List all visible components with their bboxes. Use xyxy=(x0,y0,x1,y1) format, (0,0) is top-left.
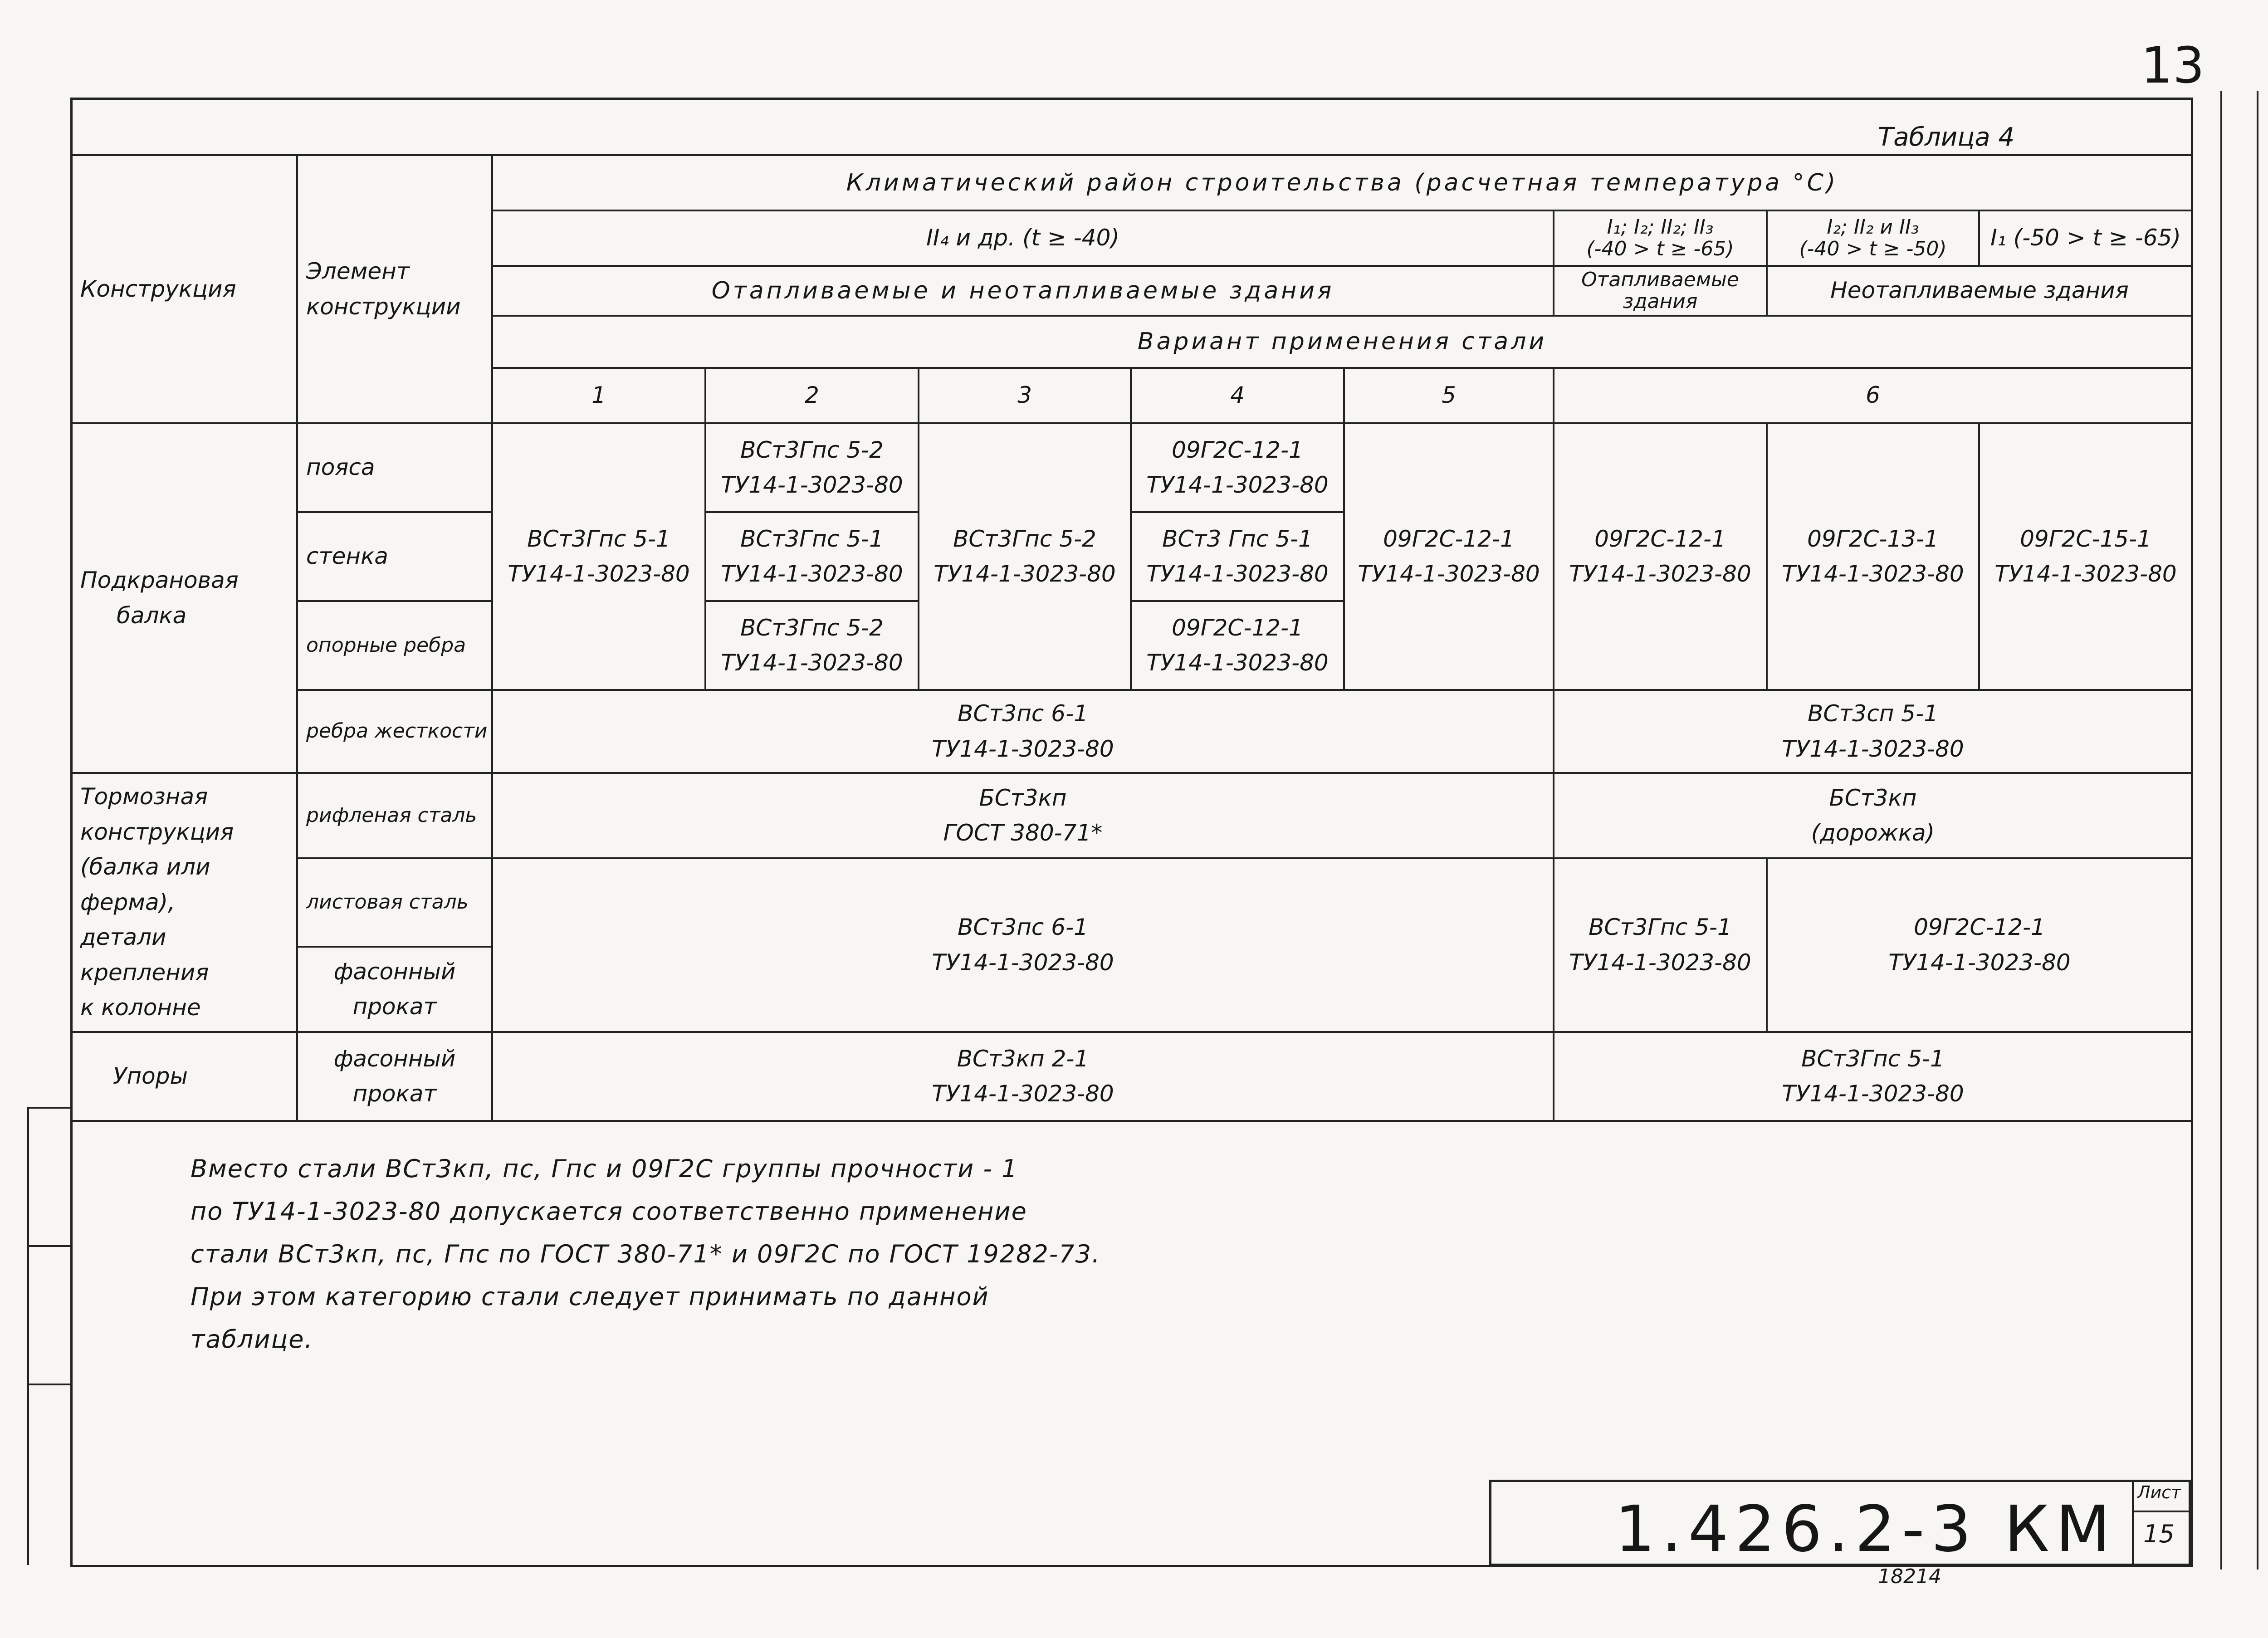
standard: ТУ14-1-3023-80 xyxy=(932,949,1114,976)
header-element-line1: Элемент xyxy=(306,258,410,284)
cell-crane-v2-web xyxy=(705,512,919,601)
variant-number: 4 xyxy=(1131,368,1344,423)
note-line: При этом категорию стали следует принимать по данной xyxy=(191,1282,989,1311)
sheet-label: Лист xyxy=(2137,1482,2181,1502)
cell-sheet-mid xyxy=(1554,858,1767,1032)
element-stiffener-ribs: ребра жесткости xyxy=(297,690,492,773)
binding-strip-tick xyxy=(27,1107,70,1109)
brake-line: детали крепления xyxy=(80,924,209,986)
standard: ТУ14-1-3023-80 xyxy=(721,561,903,587)
element-chord: пояса xyxy=(297,423,492,512)
cell-crane-v6b xyxy=(1767,423,1979,690)
header-unheated: Неотапливаемые здания xyxy=(1767,266,2192,316)
variant-number: 3 xyxy=(919,368,1131,423)
header-climatic-region: Климатический район строительства (расчетная температура °С) xyxy=(492,155,2192,210)
grade: ВСт3Гпс 5-2 xyxy=(740,436,884,463)
standard: ТУ14-1-3023-80 xyxy=(508,561,690,587)
standard: ТУ14-1-3023-80 xyxy=(1782,561,1964,587)
grade: БСт3кп xyxy=(979,784,1067,811)
cell-crane-v6a xyxy=(1554,423,1767,690)
cell-crane-v2-bearing xyxy=(705,601,919,690)
brake-line: к колонне xyxy=(80,994,201,1021)
standard: ТУ14-1-3023-80 xyxy=(1146,650,1329,676)
steel-table xyxy=(70,154,2193,1122)
cell-stops-left xyxy=(492,1032,1554,1121)
grade: ВСт3пс 6-1 xyxy=(958,700,1088,727)
cell-crane-v4-web xyxy=(1131,512,1344,601)
grade: ВСт3Гпс 5-2 xyxy=(740,614,884,641)
standard: ТУ14-1-3023-80 xyxy=(1782,1081,1964,1107)
table-caption: Таблица 4 xyxy=(1878,122,2015,152)
element-checkered-steel: рифленая сталь xyxy=(297,773,492,858)
binding-strip-tick xyxy=(27,1384,70,1385)
header-region-c-line1: I₂; II₂ и II₃ xyxy=(1827,215,1919,239)
grade: 09Г2С-12-1 xyxy=(1594,525,1726,552)
variant-number: 6 xyxy=(1554,368,2192,423)
cell-stiffener-left xyxy=(492,690,1554,773)
standard: ТУ14-1-3023-80 xyxy=(1782,735,1964,762)
standard: ТУ14-1-3023-80 xyxy=(932,1081,1114,1107)
standard: ТУ14-1-3023-80 xyxy=(1146,561,1329,587)
cell-sheet-left xyxy=(492,858,1554,1032)
cell-crane-v4-chord xyxy=(1131,423,1344,512)
grade: ВСт3Гпс 5-1 xyxy=(1801,1045,1945,1072)
grade: ВСт3сп 5-1 xyxy=(1808,700,1938,727)
standard: ГОСТ 380-71* xyxy=(943,820,1103,846)
crane-beam-line2: балка xyxy=(117,602,187,629)
cell-checkered-right xyxy=(1554,773,2192,858)
grade: ВСт3Гпс 5-1 xyxy=(740,525,884,552)
note-line: таблице. xyxy=(191,1325,313,1354)
grade: БСт3кп xyxy=(1829,784,1917,811)
standard: ТУ14-1-3023-80 xyxy=(1888,949,2071,976)
grade: 09Г2С-13-1 xyxy=(1807,525,1939,552)
grade: ВСт3 Гпс 5-1 xyxy=(1162,525,1313,552)
construction-brake xyxy=(71,773,297,1032)
right-margin-line xyxy=(2257,91,2258,1570)
binding-strip-tick xyxy=(27,1245,70,1247)
drawing-code: 1.426.2-3 КМ xyxy=(1615,1492,2117,1566)
header-construction: Конструкция xyxy=(71,155,297,423)
cell-crane-v6c xyxy=(1979,423,2192,690)
cell-checkered-left xyxy=(492,773,1554,858)
standard: ТУ14-1-3023-80 xyxy=(1358,561,1540,587)
note-line: стали ВСт3кп, пс, Гпс по ГОСТ 380-71* и 09Г2С по ГОСТ 19282-73. xyxy=(191,1240,1101,1268)
shaped-line2: прокат xyxy=(352,1081,437,1107)
element-stops-shaped xyxy=(297,1032,492,1121)
grade: 09Г2С-15-1 xyxy=(2020,525,2151,552)
grade: ВСт3кп 2-1 xyxy=(957,1045,1089,1072)
header-element xyxy=(297,155,492,423)
header-variant: Вариант применения стали xyxy=(492,316,2192,368)
brake-line: Тормозная xyxy=(80,783,208,810)
brake-line: (балка или ферма), xyxy=(80,854,210,915)
cell-stiffener-right xyxy=(1554,690,2192,773)
standard: ТУ14-1-3023-80 xyxy=(1569,561,1751,587)
grade: ВСт3Гпс 5-1 xyxy=(527,525,670,552)
standard: (дорожка) xyxy=(1811,820,1935,846)
cell-crane-v4-bearing xyxy=(1131,601,1344,690)
shaped-line2: прокат xyxy=(352,993,437,1020)
cell-crane-v2-chord xyxy=(705,423,919,512)
header-heated xyxy=(1554,266,1767,316)
standard: ТУ14-1-3023-80 xyxy=(934,561,1116,587)
right-margin-line xyxy=(2220,91,2222,1570)
grade: 09Г2С-12-1 xyxy=(1172,436,1303,463)
header-region-c xyxy=(1767,210,1979,266)
cell-crane-v1 xyxy=(492,423,705,690)
standard: ТУ14-1-3023-80 xyxy=(1146,472,1329,498)
header-heated-line1: Отапливаемые xyxy=(1581,268,1739,291)
variant-number: 5 xyxy=(1344,368,1554,423)
brake-line: конструкция xyxy=(80,818,234,845)
note-line: по ТУ14-1-3023-80 допускается соответственно применение xyxy=(191,1197,1027,1226)
cell-stops-right xyxy=(1554,1032,2192,1121)
header-region-b-line1: I₁; I₂; II₂; II₃ xyxy=(1607,215,1714,239)
page-mark: 13 xyxy=(2141,36,2204,94)
grade: ВСт3Гпс 5-2 xyxy=(953,525,1096,552)
element-bearing-ribs: опорные ребра xyxy=(297,601,492,690)
header-region-b-line2: (-40 > t ≥ -65) xyxy=(1586,237,1734,260)
title-band xyxy=(70,98,2193,156)
grade: 09Г2С-12-1 xyxy=(1914,914,2045,940)
sheet-number: 15 xyxy=(2143,1520,2175,1548)
standard: ТУ14-1-3023-80 xyxy=(1994,561,2177,587)
grade: ВСт3Гпс 5-1 xyxy=(1589,914,1732,940)
header-region-d: I₁ (-50 > t ≥ -65) xyxy=(1979,210,2192,266)
cell-sheet-right xyxy=(1767,858,2192,1032)
construction-stops: Упоры xyxy=(71,1032,297,1121)
inventory-number: 18214 xyxy=(1878,1565,1941,1588)
shaped-line1: фасонный xyxy=(333,958,456,985)
header-heated-unheated: Отапливаемые и неотапливаемые здания xyxy=(492,266,1554,316)
variant-number: 1 xyxy=(492,368,705,423)
standard: ТУ14-1-3023-80 xyxy=(721,650,903,676)
header-element-line2: конструкции xyxy=(306,293,461,320)
header-region-a: II₄ и др. (t ≥ -40) xyxy=(492,210,1554,266)
standard: ТУ14-1-3023-80 xyxy=(932,735,1114,762)
grade: 09Г2С-12-1 xyxy=(1383,525,1515,552)
binding-strip-line xyxy=(27,1107,29,1565)
element-web: стенка xyxy=(297,512,492,601)
grade: 09Г2С-12-1 xyxy=(1172,614,1303,641)
cell-crane-v3 xyxy=(919,423,1131,690)
construction-crane-beam xyxy=(71,423,297,773)
header-region-c-line2: (-40 > t ≥ -50) xyxy=(1799,237,1947,260)
sheet-divider xyxy=(2132,1511,2191,1512)
element-sheet-steel: листовая сталь xyxy=(297,858,492,947)
note-line: Вместо стали ВСт3кп, пс, Гпс и 09Г2С группы прочности - 1 xyxy=(191,1154,1018,1183)
standard: ТУ14-1-3023-80 xyxy=(721,472,903,498)
standard: ТУ14-1-3023-80 xyxy=(1569,949,1751,976)
element-shaped-profile xyxy=(297,947,492,1032)
note-text xyxy=(191,1148,1120,1361)
header-region-b xyxy=(1554,210,1767,266)
crane-beam-line1: Подкрановая xyxy=(80,567,239,593)
shaped-line1: фасонный xyxy=(333,1045,456,1072)
variant-number: 2 xyxy=(705,368,919,423)
cell-crane-v5 xyxy=(1344,423,1554,690)
header-heated-line2: здания xyxy=(1623,290,1698,313)
grade: ВСт3пс 6-1 xyxy=(958,914,1088,940)
